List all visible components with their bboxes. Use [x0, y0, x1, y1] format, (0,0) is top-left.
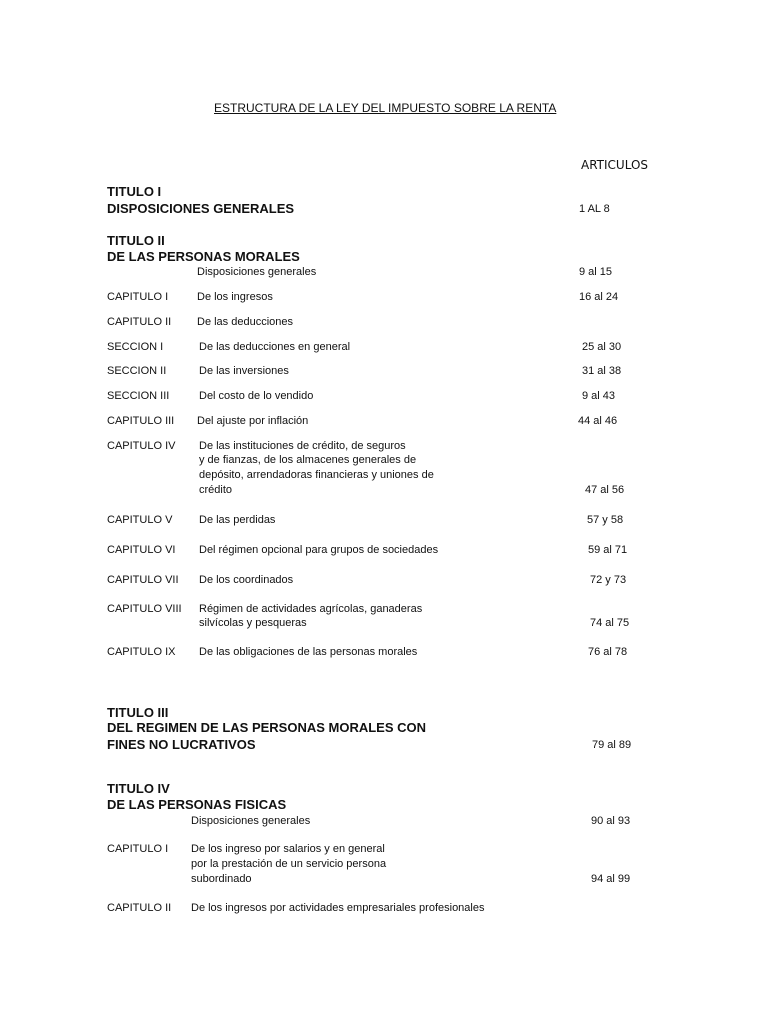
entry-articles: 47 al 56: [585, 484, 625, 496]
entry-label: SECCION I: [107, 341, 164, 353]
entry-description: De las deducciones: [197, 316, 294, 328]
entry-description: crédito: [199, 484, 233, 496]
entry-description: subordinado: [191, 873, 252, 885]
entry-description: Del costo de lo vendido: [199, 390, 314, 402]
titulo-1-name: DISPOSICIONES GENERALES: [107, 201, 295, 216]
entry-description: De las instituciones de crédito, de seguros: [199, 440, 406, 452]
entry-description: depósito, arrendadoras financieras y uniones de: [199, 469, 434, 481]
entry-label: CAPITULO I: [107, 291, 169, 303]
titulo-4-name: DE LAS PERSONAS FISICAS: [107, 797, 287, 812]
titulo-3-heading: TITULO III: [107, 705, 169, 720]
entry-label: SECCION III: [107, 390, 170, 402]
entry-description: Régimen de actividades agrícolas, ganaderas: [199, 603, 423, 615]
entry-description: por la prestación de un servicio persona: [191, 858, 387, 870]
entry-articles: 59 al 71: [588, 544, 628, 556]
entry-articles: 31 al 38: [582, 365, 622, 377]
entry-description: Disposiciones generales: [197, 266, 317, 278]
entry-description: De los ingreso por salarios y en general: [191, 843, 385, 855]
entry-label: CAPITULO I: [107, 843, 169, 855]
entry-description: De los coordinados: [199, 574, 294, 586]
titulo-1-articles: 1 AL 8: [579, 203, 610, 215]
articulos-column-header: ARTICULOS: [581, 158, 649, 172]
entry-label: SECCION II: [107, 365, 167, 377]
entry-articles: 16 al 24: [579, 291, 619, 303]
entry-label: CAPITULO VIII: [107, 603, 182, 615]
entry-description: De las obligaciones de las personas morales: [199, 646, 418, 658]
entry-description: De las deducciones en general: [199, 341, 351, 353]
entry-articles: 57 y 58: [587, 514, 624, 526]
titulo-2-name: DE LAS PERSONAS MORALES: [107, 249, 300, 264]
titulo-4-heading: TITULO IV: [107, 781, 170, 796]
entry-label: CAPITULO V: [107, 514, 173, 526]
entry-description: silvícolas y pesqueras: [199, 617, 307, 629]
entry-description: y de fianzas, de los almacenes generales de: [199, 454, 417, 466]
entry-label: CAPITULO II: [107, 902, 172, 914]
titulo-1-heading: TITULO I: [107, 184, 162, 199]
entry-articles: 9 al 15: [579, 266, 613, 278]
entry-label: CAPITULO II: [107, 316, 172, 328]
entry-description: De los ingresos por actividades empresariales profesionales: [191, 902, 485, 914]
entry-articles: 72 y 73: [590, 574, 627, 586]
entry-description: Del régimen opcional para grupos de sociedades: [199, 544, 439, 556]
entry-label: CAPITULO VII: [107, 574, 179, 586]
entry-articles: 44 al 46: [578, 415, 618, 427]
titulo-2-heading: TITULO II: [107, 233, 165, 248]
entry-label: CAPITULO IX: [107, 646, 176, 658]
entry-articles: 94 al 99: [591, 873, 631, 885]
titulo-3-name: DEL REGIMEN DE LAS PERSONAS MORALES CON: [107, 720, 427, 735]
entry-articles: 90 al 93: [591, 815, 631, 827]
entry-description: De las inversiones: [199, 365, 289, 377]
entry-articles: 74 al 75: [590, 617, 630, 629]
titulo-3-articles: 79 al 89: [592, 739, 632, 751]
entry-label: CAPITULO III: [107, 415, 175, 427]
entry-label: CAPITULO VI: [107, 544, 176, 556]
entry-label: CAPITULO IV: [107, 440, 176, 452]
entry-articles: 76 al 78: [588, 646, 628, 658]
entry-description: De las perdidas: [199, 514, 276, 526]
entry-description: De los ingresos: [197, 291, 273, 303]
entry-articles: 9 al 43: [582, 390, 616, 402]
titulo-3-name: FINES NO LUCRATIVOS: [107, 737, 256, 752]
entry-description: Disposiciones generales: [191, 815, 311, 827]
entry-articles: 25 al 30: [582, 341, 622, 353]
entry-description: Del ajuste por inflación: [197, 415, 309, 427]
document-title: ESTRUCTURA DE LA LEY DEL IMPUESTO SOBRE LA RENTA: [214, 101, 557, 115]
